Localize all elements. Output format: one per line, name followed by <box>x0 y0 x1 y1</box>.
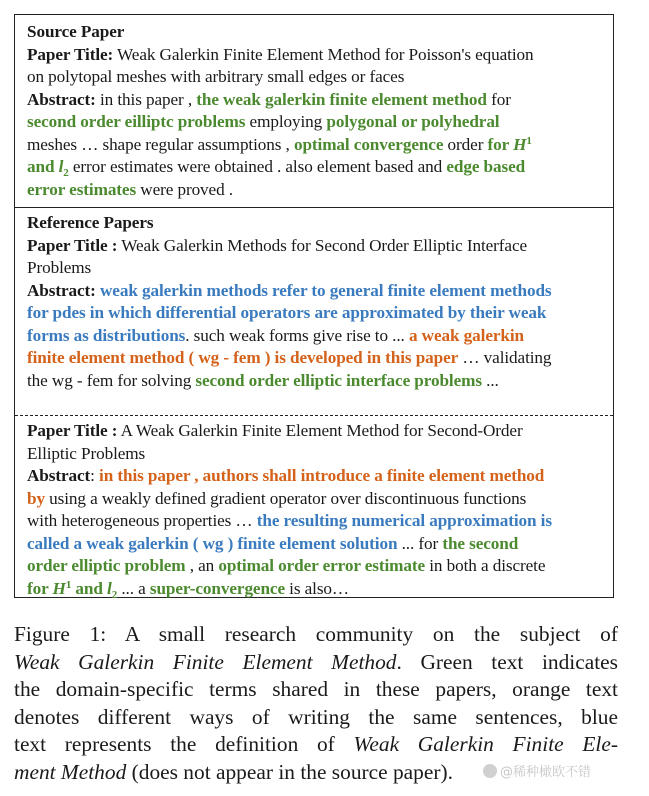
text: error estimates were obtained . also element based and <box>68 157 447 176</box>
orange-phrase: in this paper , authors shall introduce a finite element method <box>99 466 545 485</box>
ref1-title-line: Problems <box>27 258 92 277</box>
text: for <box>486 89 511 109</box>
source-paper-section <box>15 15 613 207</box>
text: in this paper , <box>95 89 197 109</box>
math-symbol: l <box>107 578 112 598</box>
caption-italic: Weak Galerkin Finite Element Method <box>14 649 397 674</box>
green-term: super-convergence <box>149 578 285 598</box>
math-sub: 2 <box>63 167 69 179</box>
caption-italic: Weak Galerkin Finite Ele- <box>353 732 618 757</box>
green-term: polygonal or polyhedral <box>326 112 500 131</box>
ref1-abstract-line <box>27 325 603 348</box>
ref1-abstract-line <box>27 347 603 370</box>
orange-phrase: by <box>27 488 45 508</box>
source-abstract-line <box>27 156 603 179</box>
text: in both a discrete <box>425 556 546 575</box>
ref2-abstract-line <box>27 510 603 533</box>
green-term: for <box>487 134 514 154</box>
caption-line: denotes different ways of writing the same sentences, blue <box>14 704 618 729</box>
math-sup: 1 <box>65 578 72 591</box>
source-title-line: on polytopal meshes with arbitrary small edges or faces <box>27 67 405 86</box>
title-label: Paper Title : <box>27 421 118 440</box>
source-abstract-line <box>27 111 603 134</box>
math-sub: 2 <box>111 588 118 601</box>
ref1-title-line <box>27 235 603 258</box>
blue-definition: the resulting numerical approximation is <box>256 511 552 530</box>
ref2-abstract-line <box>27 555 603 578</box>
abstract-label: Abstract <box>27 466 91 485</box>
math-sup: 1 <box>526 134 532 147</box>
text: … validating <box>458 348 552 367</box>
math-symbol: H <box>513 134 527 154</box>
text: is also… <box>284 578 350 598</box>
green-term: edge based <box>446 157 526 176</box>
caption-text: . Green text indicates <box>396 649 619 674</box>
blue-definition: forms as distributions <box>27 325 186 345</box>
source-abstract-line <box>27 89 603 112</box>
references-heading: Reference Papers <box>27 213 154 232</box>
source-heading: Source Paper <box>27 22 125 41</box>
text: the wg - fem for solving <box>27 370 196 390</box>
watermark <box>483 761 591 780</box>
title-text: Weak Galerkin Methods for Second Order Elliptic Interface <box>117 235 527 255</box>
title-label: Paper Title: <box>27 44 114 64</box>
caption-line <box>14 731 618 759</box>
green-term: for <box>27 578 53 598</box>
watermark-logo-icon <box>483 764 497 778</box>
text: meshes … shape regular assumptions , <box>27 134 294 154</box>
green-term: optimal order error estimate <box>218 556 426 575</box>
green-term: order elliptic problem <box>27 556 186 575</box>
orange-phrase: finite element method ( wg - fem ) is developed in this paper <box>27 348 459 367</box>
caption-text: text represents the definition of <box>14 732 354 757</box>
green-term: optimal convergence <box>293 134 444 154</box>
math-symbol: H <box>52 578 66 598</box>
math-symbol: l <box>58 157 64 176</box>
caption-line <box>14 649 618 677</box>
reference-paper-2-section <box>15 415 613 599</box>
text: ... a <box>117 578 150 598</box>
caption-text: (does not appear in the source paper). <box>126 759 453 784</box>
green-term: error estimates <box>27 179 137 199</box>
ref2-abstract-line <box>27 488 603 511</box>
text: : <box>90 466 100 485</box>
reference-paper-1-section <box>15 207 613 415</box>
green-term: second order elliptic interface problems <box>195 370 482 390</box>
green-term: second order eilliptc problems <box>27 112 246 131</box>
source-title-line <box>27 44 603 67</box>
blue-definition: weak galerkin methods refer to general finite element methods <box>95 280 552 300</box>
ref1-abstract-line <box>27 280 603 303</box>
blue-definition: called a weak galerkin ( wg ) finite element solution <box>27 533 398 553</box>
figure-box <box>14 14 614 601</box>
abstract-label: Abstract: <box>27 89 96 109</box>
orange-phrase: a weak galerkin <box>408 325 524 345</box>
text: . such weak forms give rise to ... <box>185 325 409 345</box>
text: were proved . <box>136 179 233 199</box>
text: order <box>443 134 488 154</box>
text: with heterogeneous properties … <box>27 511 257 530</box>
green-term: the second <box>442 533 519 553</box>
blue-definition: for pdes in which differential operators are approximated by their weak <box>27 303 547 322</box>
ref1-abstract-line <box>27 302 603 325</box>
ref2-title-line <box>27 420 603 443</box>
text: using a weakly defined gradient operator over discontinuous functions <box>44 488 527 508</box>
ref1-abstract-line <box>27 370 603 393</box>
text: ... for <box>397 533 443 553</box>
green-term: and <box>71 578 108 598</box>
text: , an <box>185 556 219 575</box>
title-label: Paper Title : <box>27 235 118 255</box>
caption-line: Figure 1: A small research community on the subject of <box>14 622 618 646</box>
text: employing <box>245 112 327 131</box>
title-text: A Weak Galerkin Finite Element Method for Second-Order <box>117 421 523 440</box>
green-term: the weak galerkin finite element method <box>196 89 487 109</box>
watermark-text: @稀种橄欧不错 <box>500 765 592 780</box>
text: ... <box>481 370 499 390</box>
abstract-label: Abstract: <box>27 280 96 300</box>
caption-line: the domain-specific terms shared in these papers, orange text <box>14 677 618 702</box>
ref2-abstract-line <box>27 533 603 556</box>
ref2-abstract-line <box>27 465 603 488</box>
ref2-title-line: Elliptic Problems <box>27 443 146 463</box>
source-abstract-line <box>27 179 603 202</box>
caption-italic: ment Method <box>14 759 127 784</box>
title-text: Weak Galerkin Finite Element Method for Poisson's equation <box>113 44 534 64</box>
green-term: and <box>27 157 59 176</box>
source-abstract-line <box>27 134 603 157</box>
ref2-abstract-line <box>27 578 603 601</box>
